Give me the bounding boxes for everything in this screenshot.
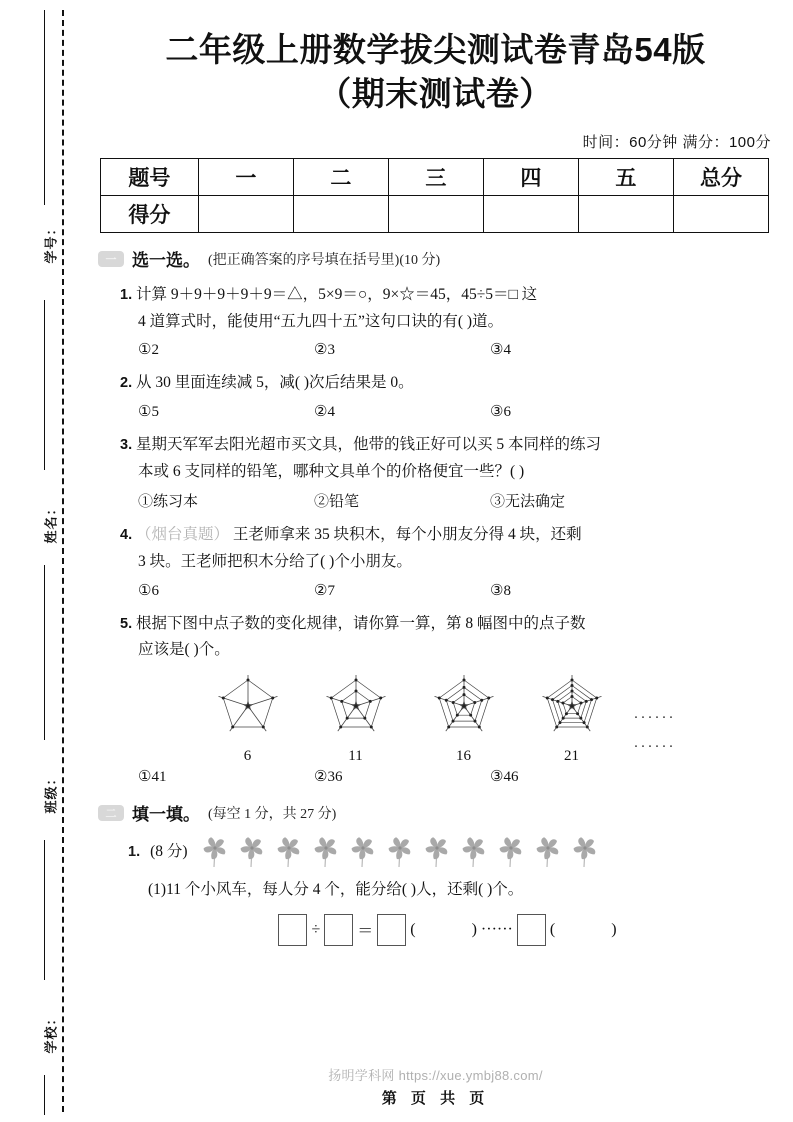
score-cell-1[interactable] xyxy=(198,196,293,233)
question-3-text-1: 星期天军军去阳光超市买文具，他带的钱正好可以买 5 本同样的练习 xyxy=(135,436,601,454)
table-row xyxy=(101,196,769,233)
question-2-options xyxy=(138,402,775,421)
answer-box-dividend[interactable] xyxy=(278,914,307,946)
question-2-number: 2. xyxy=(120,375,133,392)
rail-divider-5 xyxy=(44,1075,45,1115)
unit-paren-open-2: ( xyxy=(549,920,556,938)
score-head-1: 一 xyxy=(198,159,293,196)
question-3-options xyxy=(138,490,775,511)
pinwheel-icon xyxy=(498,836,524,868)
option-a[interactable]: ①6 xyxy=(138,582,159,599)
option-a[interactable]: ①5 xyxy=(138,404,159,421)
answer-box-remainder[interactable] xyxy=(517,914,546,946)
question-1 xyxy=(120,282,775,359)
star-figure-3-label: 16 xyxy=(456,748,471,764)
question-2 xyxy=(120,370,775,421)
question-1-number: 1. xyxy=(120,287,133,304)
option-c[interactable]: ③无法确定 xyxy=(490,494,566,511)
rail-divider-4 xyxy=(44,840,45,980)
score-table-wrap xyxy=(78,158,793,233)
answer-box-quotient[interactable] xyxy=(377,914,406,946)
score-label-total: 得分 xyxy=(101,196,199,233)
question-3-number: 3. xyxy=(120,437,133,454)
question-2-text-1: 从 30 里面连续减 5，减( )次后结果是 0。 xyxy=(135,374,414,392)
remainder-dots: ······ xyxy=(480,920,513,938)
section-one-subtitle: (把正确答案的序号填在括号里)(10 分) xyxy=(208,252,441,268)
table-row xyxy=(101,159,769,196)
figure-ellipsis-top: ······ xyxy=(633,710,676,726)
question-1-line-1 xyxy=(120,282,775,309)
option-b[interactable]: ②3 xyxy=(314,342,335,359)
section-one-header xyxy=(98,246,775,271)
figure-ellipsis xyxy=(634,704,694,765)
figure-ellipsis-bottom: ······ xyxy=(633,738,676,755)
exam-meta: 时间：60分钟 满分：100分 xyxy=(582,134,771,152)
pinwheel-icon xyxy=(461,836,487,868)
star-figure-1-label: 6 xyxy=(243,748,252,764)
option-c[interactable]: ③6 xyxy=(490,404,511,421)
fill-question-1-sub-text: 11 个小风车，每人分 4 个，能分给( )人，还剩( )个。 xyxy=(166,881,524,898)
option-a[interactable]: ①2 xyxy=(138,342,159,359)
question-1-options xyxy=(138,340,775,359)
star-figure-3 xyxy=(418,672,510,765)
score-head-2: 二 xyxy=(293,159,388,196)
section-number-badge-icon: 一 xyxy=(98,251,124,267)
question-5-options xyxy=(138,767,775,786)
score-cell-4[interactable] xyxy=(483,196,578,233)
question-5-line-1 xyxy=(120,611,775,638)
question-5-text-1: 根据下图中点子数的变化规律，请你算一算，第 8 幅图中的点子数 xyxy=(135,614,586,632)
section-two-title: 填一填。 xyxy=(132,805,200,824)
pinwheel-icon xyxy=(239,836,265,868)
pinwheel-group xyxy=(202,836,598,868)
section-two xyxy=(98,800,775,946)
exam-page xyxy=(78,0,793,1122)
score-head-0: 题号 xyxy=(101,159,199,196)
pinwheel-icon xyxy=(424,836,450,868)
unit-paren-open-1: ( xyxy=(410,920,416,938)
question-4-number: 4. xyxy=(120,527,133,544)
question-5-number: 5. xyxy=(120,615,133,632)
unit-paren-close-1: ) xyxy=(471,920,477,938)
star-web-diagram-icon xyxy=(529,672,615,746)
margin-label-class: 班级： xyxy=(43,771,59,814)
fill-question-1-equation xyxy=(120,914,775,946)
rail-divider-2 xyxy=(44,300,45,470)
star-figure-2 xyxy=(310,672,402,765)
fill-question-1-score: (8 分) xyxy=(150,842,188,860)
section-one-title: 选一选。 xyxy=(132,251,200,271)
page-footer xyxy=(78,1065,793,1108)
question-5-text-2: 应该是( )个。 xyxy=(138,641,230,659)
rail-divider-1 xyxy=(44,10,45,205)
option-b[interactable]: ②4 xyxy=(314,404,335,421)
fill-question-1-number: 1. xyxy=(128,844,141,860)
question-4-text-1: 王老师拿来 35 块积木，每个小朋友分得 4 块，还剩 xyxy=(232,526,582,544)
answer-box-divisor[interactable] xyxy=(324,914,353,946)
star-figure-4-label: 21 xyxy=(564,748,579,764)
pinwheel-icon xyxy=(572,836,598,868)
score-head-4: 四 xyxy=(483,159,578,196)
question-4 xyxy=(120,522,775,599)
option-c[interactable]: ③46 xyxy=(490,769,519,785)
pinwheel-icon xyxy=(276,836,302,868)
page-number-footer: 第 页 共 页 xyxy=(381,1090,490,1107)
section-two-header xyxy=(98,800,775,825)
question-1-text-1: 计算 9＋9＋9＋9＋9＝△，5×9＝○，9×☆＝45，45÷5＝□ 这 xyxy=(135,286,538,304)
question-4-options xyxy=(138,581,775,600)
margin-label-school: 学校： xyxy=(43,1011,59,1054)
question-2-line-1 xyxy=(120,370,775,397)
score-cell-5[interactable] xyxy=(578,196,673,233)
question-3 xyxy=(120,432,775,511)
question-4-line-1 xyxy=(120,522,775,549)
pinwheel-icon xyxy=(202,836,228,868)
option-b[interactable]: ②铅笔 xyxy=(314,494,360,511)
title-line-1: 二年级上册数学拔尖测试卷青岛54版 xyxy=(165,31,706,68)
score-head-3: 三 xyxy=(388,159,483,196)
question-4-source-tag: （烟台真题） xyxy=(135,526,229,544)
score-cell-3[interactable] xyxy=(388,196,483,233)
option-a[interactable]: ①41 xyxy=(138,769,167,785)
star-figure-2-label: 11 xyxy=(348,748,363,764)
option-b[interactable]: ②7 xyxy=(314,582,335,599)
question-1-text-2: 4 道算式时，能使用“五九四十五”这句口诀的有( )道。 xyxy=(138,312,504,330)
unit-paren-close-2: ) xyxy=(611,920,617,938)
seal-margin-rail xyxy=(0,0,78,1122)
option-c[interactable]: ③8 xyxy=(490,582,511,599)
margin-label-student-id: 学号： xyxy=(43,221,59,264)
star-web-diagram-icon xyxy=(205,672,291,746)
score-table xyxy=(100,158,769,233)
section-two-subtitle: (每空 1 分，共 27 分) xyxy=(208,806,337,822)
page-title xyxy=(78,0,793,115)
question-3-text-2: 本或 6 支同样的铅笔，哪种文具单个的价格便宜一些？( ) xyxy=(138,462,525,480)
equals-operator: ＝ xyxy=(357,923,374,941)
section-one xyxy=(98,246,775,786)
section-number-badge-icon: 二 xyxy=(98,805,124,821)
question-5 xyxy=(120,611,775,786)
option-c[interactable]: ③4 xyxy=(490,342,511,359)
question-4-text-2: 3 块。王老师把积木分给了( )个小朋友。 xyxy=(138,553,412,571)
star-web-diagram-icon xyxy=(313,672,399,746)
option-a[interactable]: ①练习本 xyxy=(138,494,199,511)
star-web-diagram-icon xyxy=(421,672,507,746)
score-head-6: 总分 xyxy=(673,159,768,196)
division-operator: ÷ xyxy=(311,920,321,938)
title-line-2: （期末测试卷） xyxy=(318,74,553,112)
margin-label-name: 姓名： xyxy=(43,501,59,544)
option-b[interactable]: ②36 xyxy=(314,769,343,785)
rail-divider-3 xyxy=(44,565,45,740)
pinwheel-icon xyxy=(350,836,376,868)
watermark-text: 扬明学科网 https://xue.ymbj88.com/ xyxy=(328,1068,543,1083)
fill-question-1-sub xyxy=(148,877,775,904)
score-cell-6[interactable] xyxy=(673,196,768,233)
score-head-5: 五 xyxy=(578,159,673,196)
fill-question-1-line xyxy=(128,836,775,868)
score-cell-2[interactable] xyxy=(293,196,388,233)
fill-question-1-sub-label: (1) xyxy=(148,881,167,898)
fill-question-1 xyxy=(120,836,775,946)
star-figure-1 xyxy=(202,672,294,765)
question-5-figure-group xyxy=(120,672,775,765)
question-3-line-1 xyxy=(120,432,775,459)
seal-dashed-line xyxy=(62,10,64,1112)
pinwheel-icon xyxy=(313,836,339,868)
pinwheel-icon xyxy=(387,836,413,868)
star-figure-4 xyxy=(526,672,618,765)
pinwheel-icon xyxy=(535,836,561,868)
